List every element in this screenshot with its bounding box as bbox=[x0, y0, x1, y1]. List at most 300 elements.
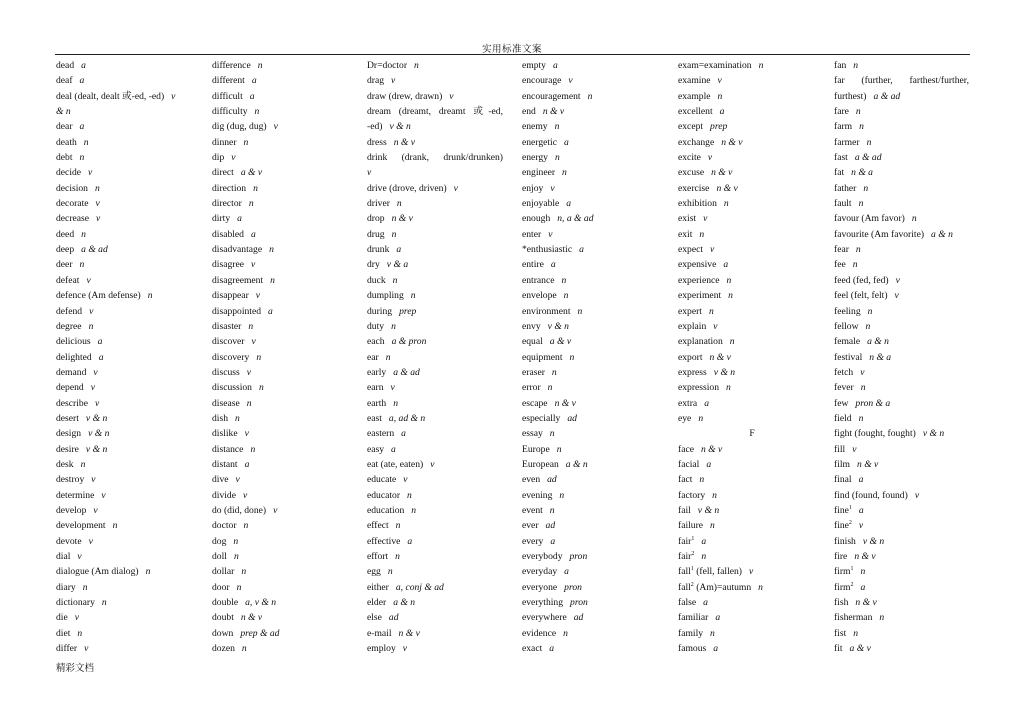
entry-part-of-speech: a bbox=[391, 443, 396, 455]
entry-word: distant bbox=[212, 458, 238, 470]
entry-word: fish bbox=[834, 597, 849, 609]
word-entry bbox=[212, 365, 360, 380]
entry-part-of-speech: n bbox=[577, 305, 583, 317]
entry-word: factory bbox=[678, 489, 706, 501]
word-entry bbox=[522, 380, 670, 395]
entry-word: end bbox=[522, 106, 536, 118]
entry-word: devote bbox=[56, 535, 82, 547]
entry-word: fear bbox=[834, 244, 849, 256]
entry-word: difficult bbox=[212, 90, 243, 102]
entry-word: fan bbox=[834, 60, 847, 71]
entry-part-of-speech: v bbox=[391, 75, 396, 87]
word-entry bbox=[834, 304, 969, 319]
entry-word: development bbox=[56, 520, 106, 532]
entry-word: fee bbox=[834, 259, 846, 271]
entry-word: environment bbox=[522, 305, 571, 317]
entry-word: earth bbox=[367, 397, 387, 409]
entry-word: empty bbox=[522, 60, 546, 71]
word-entry bbox=[367, 181, 503, 196]
entry-part-of-speech: v & a bbox=[386, 259, 409, 271]
entry-word: examine bbox=[678, 75, 711, 87]
entry-word: dialogue (Am dialog) bbox=[56, 566, 139, 578]
entry-part-of-speech: a & ad bbox=[873, 90, 901, 102]
entry-word: dumpling bbox=[367, 290, 404, 302]
word-entry bbox=[212, 610, 360, 625]
word-entry bbox=[678, 488, 826, 503]
entry-superscript: 2 bbox=[690, 581, 694, 588]
word-entry bbox=[367, 104, 503, 119]
entry-part-of-speech: n & v bbox=[554, 397, 576, 409]
entry-word: discover bbox=[212, 336, 245, 348]
word-entry bbox=[522, 196, 670, 211]
entry-word: fair bbox=[678, 551, 692, 562]
entry-word: few bbox=[834, 397, 849, 409]
entry-word: different bbox=[212, 75, 245, 87]
word-entry bbox=[367, 396, 503, 411]
word-entry bbox=[834, 58, 969, 73]
entry-word: field bbox=[834, 412, 852, 424]
entry-part-of-speech: prep bbox=[399, 305, 417, 317]
entry-word: ever bbox=[522, 520, 539, 532]
word-entry bbox=[56, 273, 204, 288]
word-entry bbox=[834, 518, 969, 533]
entry-word: festival bbox=[834, 351, 863, 363]
entry-word: exchange bbox=[678, 136, 715, 148]
word-column-1 bbox=[56, 58, 204, 656]
entry-part-of-speech: a bbox=[701, 535, 707, 547]
entry-part-of-speech: a bbox=[251, 75, 257, 87]
entry-part-of-speech: a bbox=[550, 535, 556, 547]
entry-part-of-speech: v bbox=[171, 90, 176, 102]
entry-word: disadvantage bbox=[212, 244, 263, 256]
entry-part-of-speech: n bbox=[88, 320, 94, 332]
word-entry bbox=[367, 442, 503, 457]
entry-word: entire bbox=[522, 259, 544, 271]
word-entry bbox=[367, 595, 503, 610]
word-entry bbox=[522, 150, 670, 165]
entry-part-of-speech: n bbox=[729, 336, 735, 348]
entry-word: diet bbox=[56, 627, 71, 639]
word-entry bbox=[834, 580, 969, 595]
entry-word: false bbox=[678, 597, 697, 609]
entry-word: eastern bbox=[367, 428, 395, 440]
word-entry bbox=[56, 119, 204, 134]
entry-part-of-speech: n bbox=[81, 228, 86, 240]
entry-word: Dr=doctor bbox=[367, 60, 408, 71]
word-entry bbox=[212, 503, 360, 518]
entry-part-of-speech: n bbox=[710, 520, 715, 532]
entry-part-of-speech: n bbox=[554, 121, 560, 133]
word-entry bbox=[367, 534, 503, 549]
entry-word: farmer bbox=[834, 136, 860, 148]
word-entry bbox=[678, 610, 826, 625]
entry-part-of-speech: a & pron bbox=[391, 336, 427, 348]
entry-part-of-speech: v bbox=[430, 458, 435, 470]
word-entry bbox=[678, 626, 826, 641]
entry-part-of-speech: v bbox=[453, 182, 458, 194]
entry-word: director bbox=[212, 198, 242, 210]
entry-word: envelope bbox=[522, 290, 557, 302]
entry-word: double bbox=[212, 597, 239, 609]
entry-part-of-speech: v bbox=[93, 366, 98, 378]
entry-word: experiment bbox=[678, 290, 722, 302]
entry-part-of-speech: a & n bbox=[867, 336, 889, 348]
word-entry bbox=[367, 150, 503, 165]
word-entry bbox=[834, 442, 969, 457]
entry-word: discussion bbox=[212, 382, 252, 394]
entry-part-of-speech: & n bbox=[56, 106, 71, 118]
word-entry bbox=[834, 411, 969, 426]
entry-part-of-speech: a & v bbox=[849, 643, 871, 655]
entry-part-of-speech: n & v bbox=[855, 597, 877, 609]
word-entry bbox=[678, 595, 826, 610]
entry-part-of-speech: n bbox=[858, 198, 864, 210]
word-entry bbox=[367, 211, 503, 226]
word-entry bbox=[678, 396, 826, 411]
entry-word: excellent bbox=[678, 106, 713, 118]
entry-part-of-speech: v bbox=[860, 366, 865, 378]
word-entry bbox=[678, 227, 826, 242]
entry-part-of-speech: v bbox=[235, 474, 240, 486]
entry-part-of-speech: n bbox=[860, 566, 866, 578]
entry-word: female bbox=[834, 336, 861, 348]
entry-word: defeat bbox=[56, 274, 80, 286]
entry-part-of-speech: n bbox=[269, 244, 274, 256]
entry-word: design bbox=[56, 428, 82, 440]
entry-part-of-speech: a & n bbox=[931, 228, 953, 240]
word-entry bbox=[522, 119, 670, 134]
entry-word: fight (fought, fought) bbox=[834, 428, 916, 440]
entry-part-of-speech: v bbox=[250, 259, 256, 271]
entry-word: debt bbox=[56, 152, 73, 164]
entry-part-of-speech: n bbox=[233, 535, 239, 547]
entry-word: fault bbox=[834, 198, 852, 210]
word-entry bbox=[212, 104, 360, 119]
entry-part-of-speech: v bbox=[88, 535, 93, 547]
entry-part-of-speech: n bbox=[865, 320, 871, 332]
entry-word: desire bbox=[56, 443, 79, 455]
word-entry bbox=[834, 472, 969, 487]
entry-word: everyday bbox=[522, 566, 558, 578]
entry-part-of-speech: n bbox=[246, 397, 252, 409]
entry-part-of-speech: n bbox=[387, 566, 393, 578]
entry-word: deer bbox=[56, 259, 73, 271]
word-entry bbox=[834, 534, 969, 549]
word-entry bbox=[678, 580, 826, 595]
entry-word: encouragement bbox=[522, 90, 581, 102]
entry-superscript: 1 bbox=[848, 504, 852, 511]
entry-word: exam=examination bbox=[678, 60, 752, 71]
entry-part-of-speech: n bbox=[145, 566, 151, 578]
entry-word: elder bbox=[367, 597, 387, 609]
entry-part-of-speech: n bbox=[863, 182, 869, 194]
word-entry bbox=[367, 288, 503, 303]
word-entry bbox=[678, 211, 826, 226]
word-entry bbox=[522, 181, 670, 196]
entry-part-of-speech: n & a bbox=[869, 351, 892, 363]
entry-word: fast bbox=[834, 152, 848, 164]
entry-word: expensive bbox=[678, 259, 717, 271]
entry-part-of-speech: a bbox=[268, 305, 273, 317]
entry-part-of-speech: v & n bbox=[88, 428, 110, 440]
entry-word: fire bbox=[834, 551, 848, 562]
entry-part-of-speech: n bbox=[270, 274, 275, 286]
word-entry bbox=[678, 150, 826, 165]
word-entry bbox=[522, 165, 670, 180]
word-entry bbox=[367, 350, 503, 365]
entry-part-of-speech: n bbox=[385, 351, 391, 363]
entry-word: film bbox=[834, 458, 850, 470]
entry-word: furthest) bbox=[834, 90, 867, 102]
entry-part-of-speech: n bbox=[701, 551, 707, 562]
word-entry bbox=[367, 304, 503, 319]
word-entry bbox=[367, 165, 503, 180]
entry-word: explanation bbox=[678, 336, 723, 348]
entry-part-of-speech: a bbox=[549, 643, 555, 655]
entry-word: facial bbox=[678, 458, 700, 470]
entry-word: father bbox=[834, 182, 857, 194]
entry-part-of-speech: n bbox=[726, 274, 732, 286]
word-entry bbox=[212, 472, 360, 487]
entry-word: disappear bbox=[212, 290, 249, 302]
entry-word: drag bbox=[367, 75, 385, 87]
entry-part-of-speech: a, ad & n bbox=[388, 412, 426, 424]
entry-word: deed bbox=[56, 228, 75, 240]
entry-part-of-speech: a bbox=[564, 566, 569, 578]
word-entry bbox=[678, 457, 826, 472]
word-entry bbox=[834, 257, 969, 272]
entry-part-of-speech: n bbox=[551, 366, 557, 378]
entry-word: famous bbox=[678, 643, 707, 655]
entry-part-of-speech: ad bbox=[567, 412, 577, 424]
entry-part-of-speech: v bbox=[390, 382, 395, 394]
word-entry bbox=[367, 626, 503, 641]
entry-part-of-speech: v bbox=[88, 167, 93, 179]
entry-part-of-speech: ad bbox=[547, 474, 557, 486]
entry-part-of-speech: a bbox=[706, 458, 712, 470]
entry-part-of-speech: n bbox=[549, 504, 555, 516]
entry-word: driver bbox=[367, 198, 390, 210]
entry-word: excite bbox=[678, 152, 701, 164]
word-entry bbox=[678, 380, 826, 395]
entry-word: depend bbox=[56, 382, 84, 394]
word-entry bbox=[834, 334, 969, 349]
word-entry bbox=[834, 350, 969, 365]
entry-part-of-speech: n bbox=[699, 228, 705, 240]
page-header: 实用标准文案 bbox=[481, 44, 542, 55]
entry-word: enjoy bbox=[522, 182, 544, 194]
entry-word: firm bbox=[834, 566, 851, 578]
entry-word: disagreement bbox=[212, 274, 264, 286]
word-entry bbox=[212, 288, 360, 303]
entry-word: describe bbox=[56, 397, 88, 409]
entry-word: delighted bbox=[56, 351, 92, 363]
word-entry bbox=[367, 135, 503, 150]
entry-word: ear bbox=[367, 351, 379, 363]
entry-part-of-speech: n bbox=[393, 397, 398, 409]
word-entry bbox=[834, 396, 969, 411]
entry-word: expression bbox=[678, 382, 720, 394]
entry-word: doctor bbox=[212, 520, 237, 532]
entry-part-of-speech: a & ad bbox=[81, 244, 108, 256]
entry-word: everyone bbox=[522, 581, 558, 593]
entry-part-of-speech: n bbox=[853, 627, 859, 639]
entry-part-of-speech: n & v bbox=[240, 612, 263, 624]
word-entry bbox=[522, 549, 670, 564]
word-entry bbox=[678, 89, 826, 104]
entry-word: everything bbox=[522, 597, 564, 609]
entry-word: enjoyable bbox=[522, 198, 560, 210]
entry-word: favourite (Am favorite) bbox=[834, 228, 925, 240]
entry-word: dead bbox=[56, 60, 75, 71]
entry-part-of-speech: n bbox=[414, 60, 419, 71]
entry-word: envy bbox=[522, 320, 541, 332]
entry-part-of-speech: n bbox=[101, 597, 107, 609]
entry-word: even bbox=[522, 474, 541, 486]
entry-part-of-speech: a, conj & ad bbox=[395, 581, 444, 593]
entry-word: drop bbox=[367, 213, 385, 225]
entry-part-of-speech: n bbox=[554, 152, 560, 164]
entry-part-of-speech: n & v bbox=[854, 551, 876, 562]
entry-part-of-speech: prep bbox=[710, 121, 728, 133]
word-entry bbox=[678, 334, 826, 349]
word-entry bbox=[212, 641, 360, 656]
word-entry bbox=[367, 227, 503, 242]
entry-part-of-speech: a bbox=[237, 213, 242, 225]
entry-part-of-speech: n bbox=[94, 182, 100, 194]
entry-part-of-speech: a bbox=[858, 504, 864, 516]
entry-part-of-speech: v bbox=[273, 504, 278, 516]
entry-part-of-speech: n & v bbox=[711, 167, 733, 179]
word-entry bbox=[212, 181, 360, 196]
word-entry bbox=[56, 426, 204, 441]
entry-part-of-speech: v bbox=[852, 443, 857, 455]
entry-part-of-speech: n bbox=[253, 182, 258, 194]
word-entry bbox=[834, 595, 969, 610]
entry-word: demand bbox=[56, 366, 87, 378]
word-entry bbox=[678, 442, 826, 457]
entry-part-of-speech: v bbox=[244, 428, 249, 440]
word-entry bbox=[56, 641, 204, 656]
word-entry bbox=[522, 58, 670, 73]
word-entry bbox=[678, 242, 826, 257]
word-entry bbox=[834, 457, 969, 472]
word-entry bbox=[678, 350, 826, 365]
entry-part-of-speech: a & n bbox=[393, 597, 416, 609]
word-entry bbox=[522, 580, 670, 595]
entry-word: direct bbox=[212, 167, 234, 179]
entry-part-of-speech: a bbox=[79, 75, 85, 87]
entry-word: fine bbox=[834, 520, 849, 532]
word-entry bbox=[56, 411, 204, 426]
word-entry bbox=[367, 641, 503, 656]
entry-word: exact bbox=[522, 643, 543, 655]
entry-word: error bbox=[522, 382, 541, 394]
entry-word: -ed) bbox=[367, 121, 383, 133]
entry-word: dish bbox=[212, 412, 228, 424]
entry-part-of-speech: n & v bbox=[391, 213, 413, 225]
entry-word: disaster bbox=[212, 320, 242, 332]
entry-word: fill bbox=[834, 443, 846, 455]
entry-part-of-speech: n bbox=[879, 612, 885, 624]
word-entry bbox=[834, 135, 969, 150]
entry-part-of-speech: a bbox=[715, 612, 721, 624]
word-entry bbox=[834, 503, 969, 518]
word-entry bbox=[367, 319, 503, 334]
entry-word: family bbox=[678, 627, 704, 639]
entry-part-of-speech: n bbox=[853, 60, 859, 71]
entry-part-of-speech: n bbox=[860, 382, 866, 394]
word-entry bbox=[522, 595, 670, 610]
word-entry bbox=[834, 211, 969, 226]
entry-word: evidence bbox=[522, 627, 557, 639]
entry-part-of-speech: a bbox=[719, 106, 725, 118]
entry-word: exit bbox=[678, 228, 693, 240]
entry-part-of-speech: n & v bbox=[700, 443, 723, 455]
word-entry bbox=[212, 518, 360, 533]
word-entry bbox=[678, 257, 826, 272]
word-entry bbox=[522, 488, 670, 503]
entry-word: entrance bbox=[522, 274, 555, 286]
word-entry bbox=[678, 549, 826, 564]
entry-part-of-speech: v & n bbox=[697, 504, 720, 516]
word-entry bbox=[56, 288, 204, 303]
entry-part-of-speech: v bbox=[895, 274, 900, 286]
entry-superscript: 2 bbox=[850, 581, 854, 588]
word-entry bbox=[56, 104, 204, 119]
entry-word: everybody bbox=[522, 551, 563, 562]
entry-part-of-speech: n bbox=[708, 305, 714, 317]
word-entry bbox=[834, 365, 969, 380]
entry-word: fare bbox=[834, 106, 849, 118]
entry-part-of-speech: n bbox=[587, 90, 593, 102]
word-entry bbox=[834, 119, 969, 134]
entry-part-of-speech: v bbox=[548, 228, 553, 240]
entry-part-of-speech: a bbox=[396, 244, 402, 256]
entry-word: dream (dreamt, dreamt 或-ed, bbox=[367, 106, 503, 118]
entry-word: drug bbox=[367, 228, 385, 240]
word-entry bbox=[56, 350, 204, 365]
word-entry bbox=[56, 518, 204, 533]
word-entry bbox=[678, 518, 826, 533]
entry-word: fail bbox=[678, 504, 691, 516]
entry-word: each bbox=[367, 336, 385, 348]
entry-part-of-speech: n bbox=[866, 136, 872, 148]
word-entry bbox=[834, 196, 969, 211]
entry-part-of-speech: v bbox=[246, 366, 251, 378]
entry-part-of-speech: a, v & n bbox=[245, 597, 277, 609]
entry-superscript: 2 bbox=[691, 550, 695, 557]
entry-word: early bbox=[367, 366, 387, 378]
entry-part-of-speech: n bbox=[79, 259, 85, 271]
entry-part-of-speech: n bbox=[563, 627, 568, 639]
word-entry bbox=[212, 564, 360, 579]
entry-part-of-speech: v bbox=[449, 90, 454, 102]
entry-word: far (further, farthest/further, bbox=[834, 75, 969, 87]
entry-part-of-speech: pron bbox=[569, 551, 588, 562]
entry-part-of-speech: n bbox=[395, 551, 400, 562]
word-entry bbox=[367, 549, 503, 564]
entry-word: education bbox=[367, 504, 405, 516]
entry-part-of-speech: a bbox=[250, 228, 256, 240]
word-entry bbox=[367, 196, 503, 211]
entry-part-of-speech: n bbox=[241, 643, 247, 655]
entry-word: educate bbox=[367, 474, 397, 486]
word-entry bbox=[56, 58, 204, 73]
word-entry bbox=[834, 288, 969, 303]
entry-part-of-speech: n bbox=[563, 290, 569, 302]
word-entry bbox=[56, 196, 204, 211]
